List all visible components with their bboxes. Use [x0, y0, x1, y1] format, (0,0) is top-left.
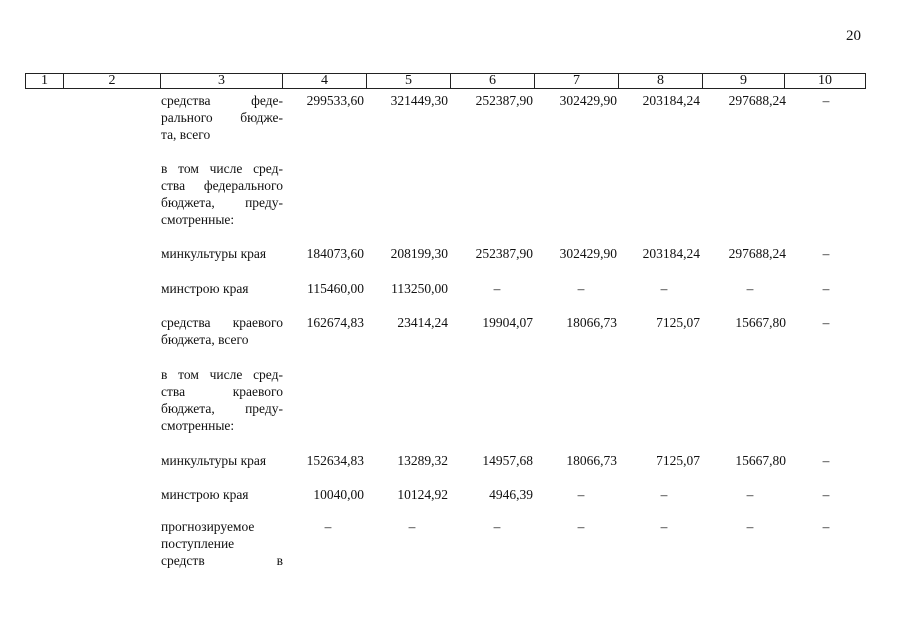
- row-description-line: бюджета, преду-: [161, 195, 283, 210]
- row-description-line: поступление: [161, 536, 235, 551]
- header-col-7: 7: [534, 74, 618, 88]
- table-cell: 10040,00: [313, 487, 364, 502]
- row-description-line: та, всего: [161, 127, 211, 142]
- table-cell: –: [746, 281, 754, 296]
- table-cell: –: [493, 519, 501, 534]
- header-col-10: 10: [784, 74, 865, 88]
- table-cell: –: [822, 519, 830, 534]
- table-cell: –: [408, 519, 416, 534]
- header-col-6: 6: [450, 74, 534, 88]
- row-description-line: средства краевого: [161, 315, 283, 330]
- table-cell: 321449,30: [390, 93, 448, 108]
- row-description-line: минкультуры края: [161, 453, 267, 468]
- row-description-line: смотренные:: [161, 418, 235, 433]
- table-header-row: [25, 73, 866, 89]
- table-cell: 115460,00: [307, 281, 364, 296]
- table-cell: –: [660, 487, 668, 502]
- page-number: 20: [846, 28, 861, 44]
- table-cell: 13289,32: [397, 453, 448, 468]
- table-cell: 299533,60: [306, 93, 364, 108]
- table-cell: –: [493, 281, 501, 296]
- table-cell: 302429,90: [559, 93, 617, 108]
- table-cell: 297688,24: [728, 246, 786, 261]
- table-cell: 7125,07: [656, 315, 700, 330]
- table-cell: –: [577, 281, 585, 296]
- row-description-line: рального бюдже-: [161, 110, 283, 125]
- table-cell: 297688,24: [728, 93, 786, 108]
- table-cell: 14957,68: [482, 453, 533, 468]
- table-cell: –: [577, 519, 585, 534]
- table-cell: –: [822, 93, 830, 108]
- header-col-8: 8: [618, 74, 702, 88]
- table-cell: 252387,90: [475, 246, 533, 261]
- table-cell: 203184,24: [642, 93, 700, 108]
- table-cell: –: [660, 519, 668, 534]
- row-description-line: смотренные:: [161, 212, 235, 227]
- row-description-line: прогнозируемое: [161, 519, 255, 534]
- table-cell: –: [324, 519, 332, 534]
- table-cell: 10124,92: [397, 487, 448, 502]
- table-cell: 15667,80: [735, 315, 786, 330]
- table-cell: 18066,73: [566, 315, 617, 330]
- header-col-1: 1: [41, 73, 48, 88]
- table-cell: –: [822, 487, 830, 502]
- table-cell: –: [822, 453, 830, 468]
- table-cell: –: [746, 487, 754, 502]
- row-description-line: минстрою края: [161, 487, 249, 502]
- table-cell: 252387,90: [475, 93, 533, 108]
- table-cell: –: [822, 246, 830, 261]
- table-cell: 18066,73: [566, 453, 617, 468]
- table-cell: 208199,30: [390, 246, 448, 261]
- row-description-line: ства краевого: [161, 384, 283, 399]
- header-col-3: 3: [160, 74, 282, 88]
- table-cell: 162674,83: [306, 315, 364, 330]
- row-description-line: бюджета, преду-: [161, 401, 283, 416]
- row-description-line: в том числе сред-: [161, 367, 283, 382]
- table-cell: 19904,07: [482, 315, 533, 330]
- table-cell: –: [746, 519, 754, 534]
- table-cell: 302429,90: [559, 246, 617, 261]
- table-cell: –: [822, 281, 830, 296]
- header-col-4: 4: [282, 74, 366, 88]
- table-cell: –: [822, 315, 830, 330]
- row-description-line: средств в: [161, 553, 283, 568]
- table-cell: 184073,60: [306, 246, 364, 261]
- table-cell: –: [660, 281, 668, 296]
- row-description-line: минстрою края: [161, 281, 249, 296]
- row-description-line: минкультуры края: [161, 246, 267, 261]
- table-cell: 15667,80: [735, 453, 786, 468]
- table-cell: –: [577, 487, 585, 502]
- row-description-line: бюджета, всего: [161, 332, 249, 347]
- header-col-5: 5: [366, 74, 450, 88]
- header-col-9: 9: [702, 74, 784, 88]
- row-description-line: в том числе сред-: [161, 161, 283, 176]
- table-cell: 7125,07: [656, 453, 700, 468]
- table-cell: 4946,39: [489, 487, 533, 502]
- table-cell: 113250,00: [391, 281, 448, 296]
- table-cell: 152634,83: [306, 453, 364, 468]
- row-description-line: средства феде-: [161, 93, 283, 108]
- header-col-2: 2: [63, 74, 160, 88]
- table-cell: 23414,24: [397, 315, 448, 330]
- table-cell: 203184,24: [642, 246, 700, 261]
- row-description-line: ства федерального: [161, 178, 283, 193]
